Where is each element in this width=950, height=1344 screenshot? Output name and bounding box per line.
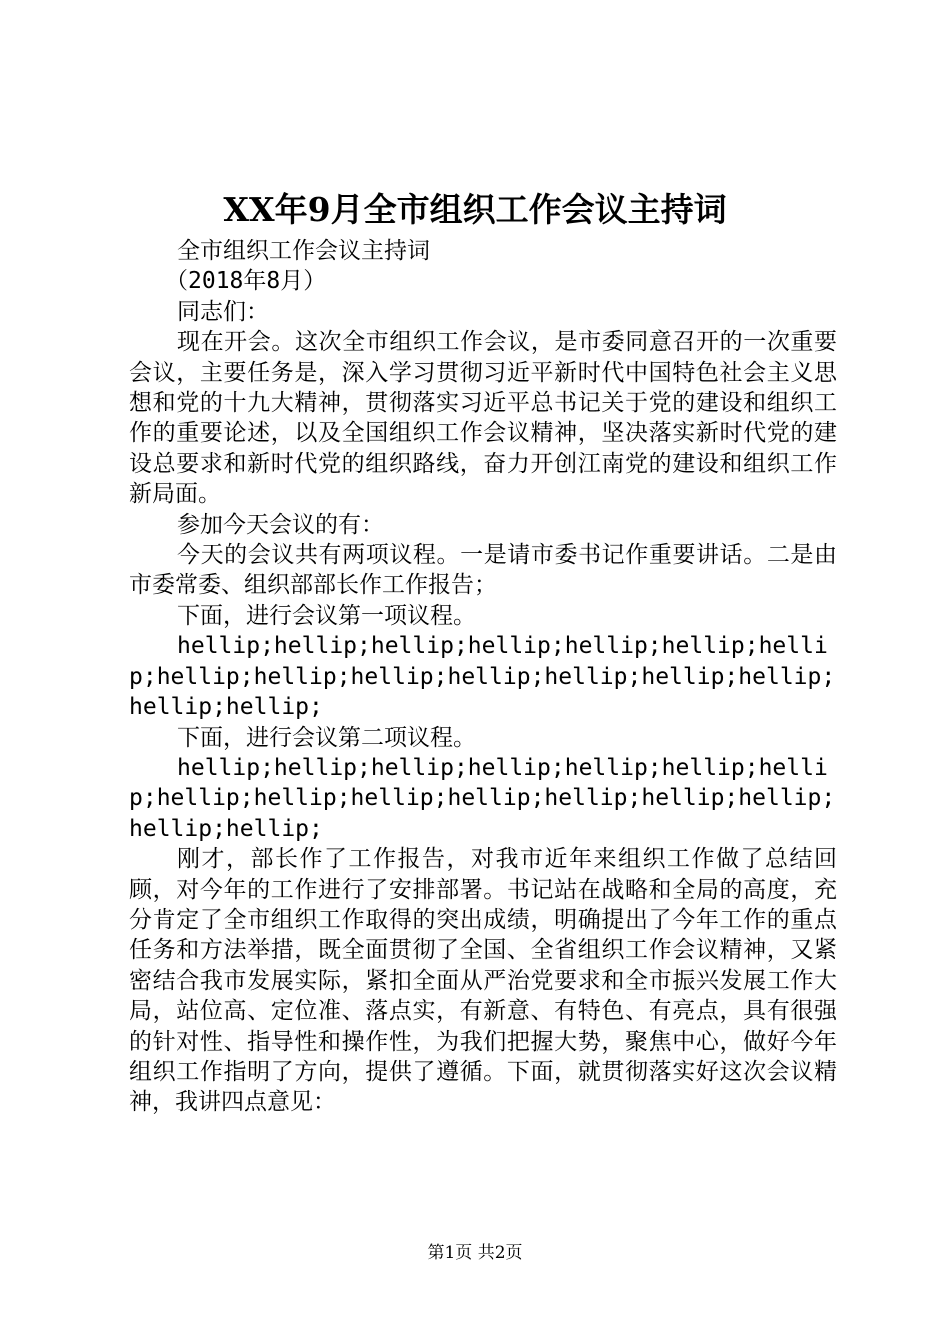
paragraph-date: （2018年8月）: [165, 268, 327, 295]
paragraph-ellipsis-1: hellip;hellip;hellip;hellip;hellip;hellip;hellip;hellip;hellip;hellip;hellip;hellip;hellip;hellip;hellip;hellip;: [129, 633, 836, 721]
paragraph-agenda: 今天的会议共有两项议程。一是请市委书记作重要讲话。二是由市委常委、组织部部长作工作报告；: [129, 542, 837, 599]
paragraph-attendees: 参加今天会议的有：: [177, 511, 384, 538]
document-body: [129, 236, 837, 1118]
paragraph-agenda-item-2: 下面，进行会议第二项议程。: [177, 724, 476, 751]
page-number-footer: 第1页 共2页: [427, 1243, 523, 1263]
paragraph-ellipsis-2: hellip;hellip;hellip;hellip;hellip;hellip;hellip;hellip;hellip;hellip;hellip;hellip;hellip;hellip;hellip;hellip;: [129, 754, 836, 842]
paragraph-subtitle: 全市组织工作会议主持词: [177, 238, 430, 264]
paragraph-salutation: 同志们：: [177, 298, 269, 325]
paragraph-agenda-item-1: 下面，进行会议第一项议程。: [177, 602, 476, 629]
paragraph-opening: 现在开会。这次全市组织工作会议，是市委同意召开的一次重要会议，主要任务是，深入学习贯彻习近平新时代中国特色社会主义思想和党的十九大精神，贯彻落实习近平总书记关于党的建设和组织工作的重要论述，以及全国组织工作会议精神，坚决落实新时代党的建设总要求和新时代党的组织路线，奋力开创江南党的建设和组织工作新局面。: [129, 329, 837, 508]
document-title: XX年9月全市组织工作会议主持词: [223, 190, 727, 229]
paragraph-summary: 刚才，部长作了工作报告，对我市近年来组织工作做了总结回顾，对今年的工作进行了安排部署。书记站在战略和全局的高度，充分肯定了全市组织工作取得的突出成绩，明确提出了今年工作的重点任务和方法举措，既全面贯彻了全国、全省组织工作会议精神，又紧密结合我市发展实际，紧扣全面从严治党要求和全市振兴发展工作大局，站位高、定位准、落点实，有新意、有特色、有亮点，具有很强的针对性、指导性和操作性，为我们把握大势，聚焦中心，做好今年组织工作指明了方向，提供了遵循。下面，就贯彻落实好这次会议精神，我讲四点意见：: [129, 846, 837, 1116]
